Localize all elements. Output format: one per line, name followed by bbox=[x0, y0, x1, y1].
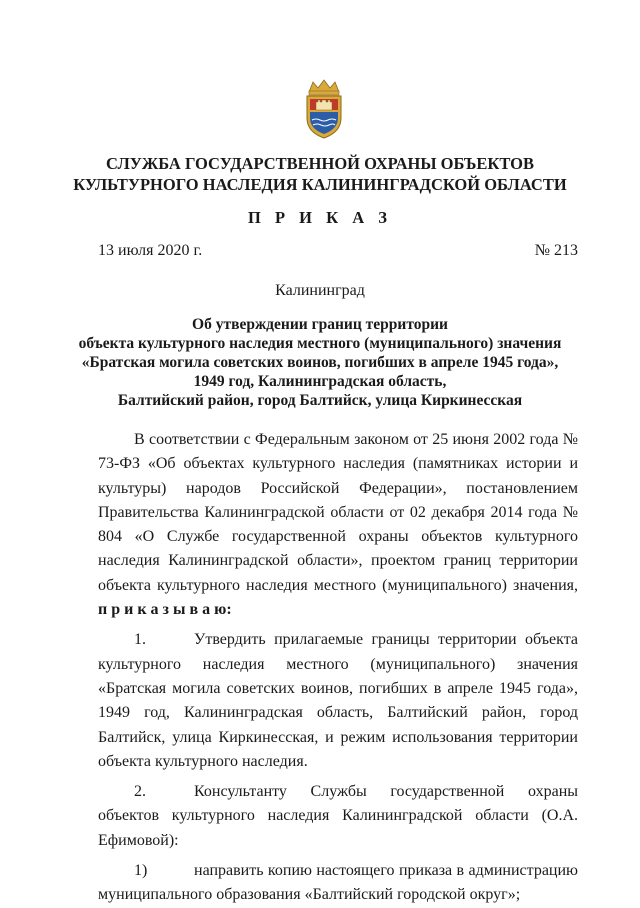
subitem-1-paragraph bbox=[98, 859, 578, 908]
item-2-paragraph bbox=[98, 780, 578, 853]
agency-line-2: КУЛЬТУРНОГО НАСЛЕДИЯ КАЛИНИНГРАДСКОЙ ОБЛАСТИ bbox=[73, 175, 567, 194]
item-2-number: 2. bbox=[134, 783, 146, 801]
subject-line: 1949 год, Калининградская область, bbox=[193, 373, 447, 390]
item-1-number: 1. bbox=[134, 631, 146, 649]
order-word: п р и к а з ы в а ю: bbox=[98, 601, 232, 619]
kaliningrad-coat-of-arms-icon bbox=[299, 78, 349, 140]
document-body bbox=[98, 428, 578, 908]
subject-line: Балтийский район, город Балтийск, улица Киркинесская bbox=[117, 392, 523, 409]
preamble-paragraph bbox=[98, 428, 578, 622]
item-2-text: Консультанту Службы государственной охраны объектов культурного наследия Калининградской области (О.А. Ефимовой): bbox=[98, 783, 578, 849]
subject-line: Об утверждении границ территории bbox=[192, 316, 448, 333]
preamble-text: В соответствии с Федеральным законом от 25 июня 2002 года № 73-ФЗ «Об объектах культурного наследия (памятниках истории и культуры) народов Российской Федерации», постановлением Правительства Калининградской области от 02 декабря 2014 года № 804 «О Службе государственной охраны объектов культурного наследия Калининградской области», проектом границ территории объекта культурного наследия местного (муниципального) значения, bbox=[98, 431, 578, 594]
item-1-paragraph bbox=[98, 628, 578, 774]
document-number: № 213 bbox=[534, 242, 578, 259]
subitem-1-number: 1) bbox=[134, 862, 148, 880]
item-1-text: Утвердить прилагаемые границы территории объекта культурного наследия местного (муниципального) значения «Братская могила советских воинов, погибших в апреле 1945 года», 1949 год, Калининградская область, Балтийский район, город Балтийск, улица Киркинесская, и режим использования территории объекта культурного наследия. bbox=[98, 631, 578, 770]
agency-name bbox=[0, 153, 640, 195]
document-type: П Р И К А З bbox=[248, 208, 392, 227]
subject-line: «Братская могила советских воинов, погибших в апреле 1945 года», bbox=[81, 354, 559, 371]
document-date: 13 июля 2020 г. bbox=[98, 242, 203, 259]
document-city: Калининград bbox=[275, 282, 365, 299]
subitem-1-text: направить копию настоящего приказа в администрацию муниципального образования «Балтийский городской округ»; bbox=[98, 862, 578, 904]
agency-line-1: СЛУЖБА ГОСУДАРСТВЕННОЙ ОХРАНЫ ОБЪЕКТОВ bbox=[105, 154, 534, 173]
document-subject bbox=[0, 315, 640, 410]
subject-line: объекта культурного наследия местного (муниципального) значения bbox=[78, 335, 562, 352]
